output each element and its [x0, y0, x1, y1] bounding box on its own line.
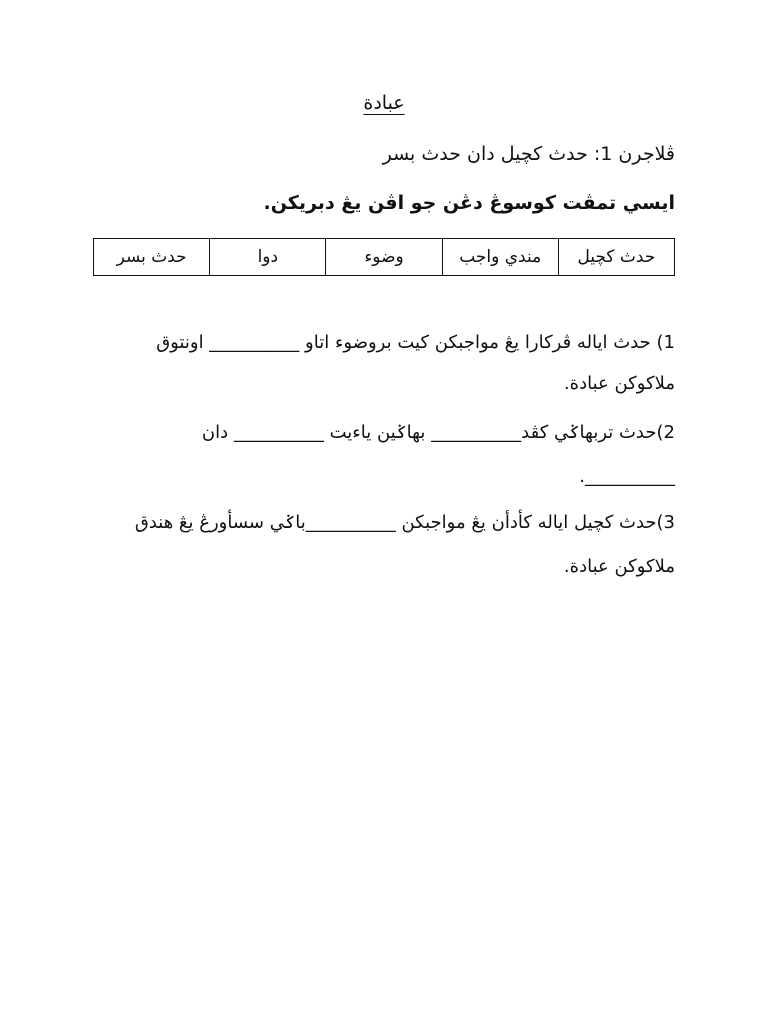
word-bank-cell: حدث كچيل	[558, 239, 674, 276]
page-title: عبادة	[363, 92, 405, 114]
word-bank-cell: وضوء	[326, 239, 442, 276]
question-1-line-1: 1) حدث اياله ڤركارا يڠ مواجبكن كيت بروضوء اتاو __________ اونتوق	[156, 332, 675, 353]
question-1-line-2: ملاكوكن عبادة.	[563, 373, 675, 394]
word-bank-table	[93, 238, 675, 276]
word-bank-cell: دوا	[210, 239, 326, 276]
word-bank-cell: مندي واجب	[442, 239, 558, 276]
word-bank-cell: حدث بسر	[94, 239, 210, 276]
question-3-line-1: 3)حدث كچيل اياله كأدأن يڠ مواجبكن __________باݢي سسأورڠ يڠ هندق	[134, 512, 675, 533]
question-3-line-2: ملاكوكن عبادة.	[563, 556, 675, 577]
question-2-line-1: 2)حدث تربهاݢي كڤد__________ بهاݢين ياءيت __________ دان	[201, 422, 675, 443]
word-bank-row	[94, 239, 675, 276]
question-2-line-2: __________.	[579, 466, 675, 487]
section-label: ڤلاجرن 1: حدث كچيل دان حدث بسر	[382, 143, 675, 165]
instruction-text: ايسي تمڤت كوسوڠ دڠن جو اڤن يڠ دبريكن.	[263, 192, 675, 214]
